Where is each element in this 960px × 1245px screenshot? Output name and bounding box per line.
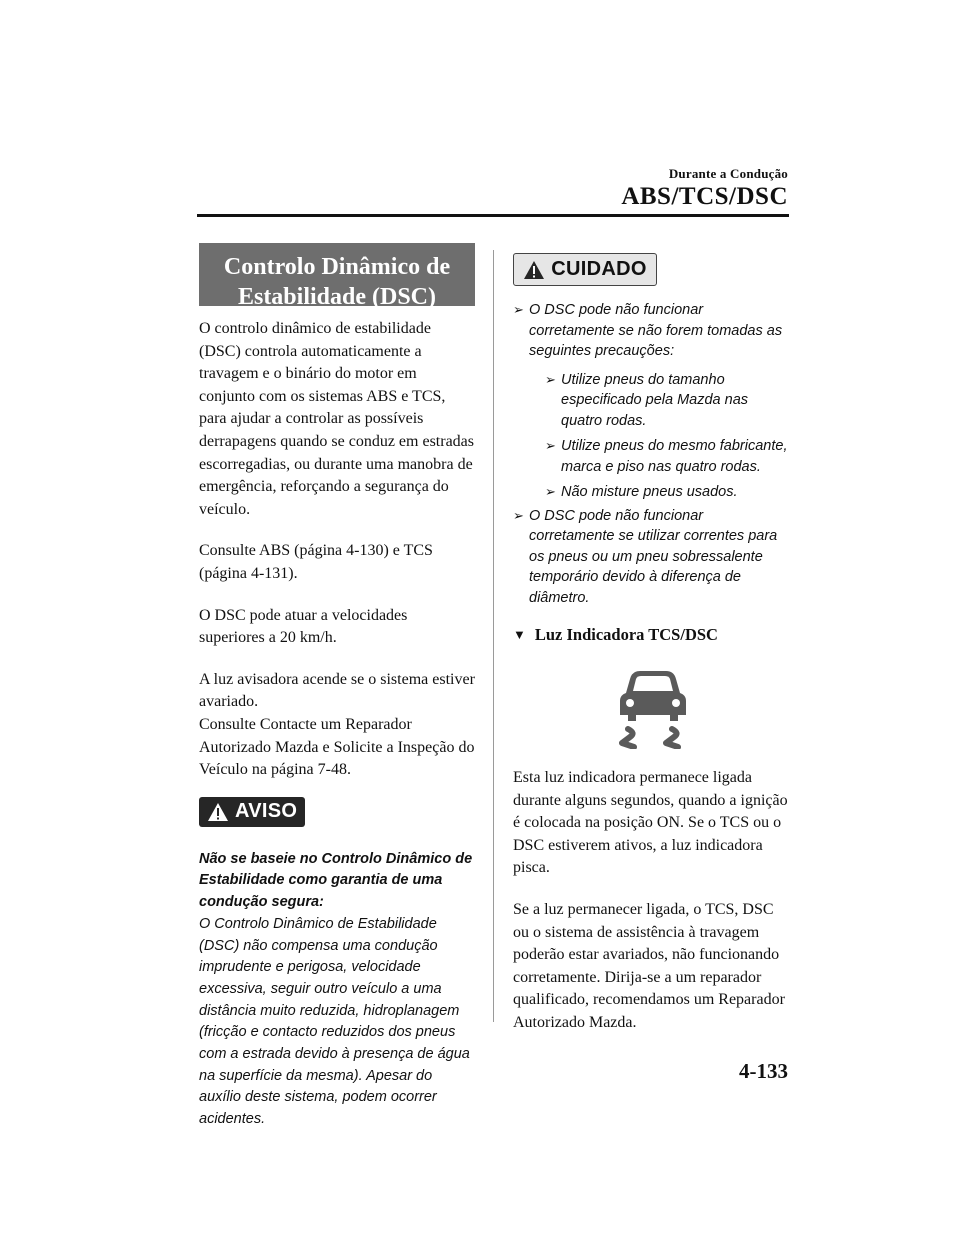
list-item (545, 370, 791, 432)
chapter-header: Durante a Condução (668, 166, 788, 181)
list-item (545, 482, 791, 503)
warning-triangle-icon (207, 802, 229, 822)
arrow-bullet-icon: ➢ (513, 302, 524, 317)
caution-item-text: O DSC pode não funcionar corretamente se não forem tomadas as seguintes precauções: (529, 302, 783, 359)
inspection-reference: Consulte Contacte um Reparador Autorizado Mazda e Solicite a Inspeção do Veículo na página 7-48. (199, 715, 475, 779)
caution-list (513, 300, 791, 608)
section-title-line2: Estabilidade (DSC) (237, 284, 437, 310)
arrow-bullet-icon: ➢ (545, 371, 556, 387)
arrow-bullet-icon: ➢ (513, 507, 524, 523)
section-header: ABS/TCS/DSC (621, 183, 788, 210)
right-column (513, 253, 791, 1054)
indicator-figure (513, 667, 791, 749)
triangle-down-icon: ▼ (513, 627, 526, 642)
caution-subitem-text: Utilize pneus do tamanho especificado pela Mazda nas quatro rodas. (561, 371, 749, 429)
dsc-speed-note: O DSC pode atuar a velocidades superiores a 20 km/h. (199, 606, 408, 647)
aviso-heading: Não se baseie no Controlo Dinâmico de Estabilidade como garantia de uma condução segura: (199, 850, 473, 911)
caution-subitem-text: Utilize pneus do mesmo fabricante, marca e piso nas quatro rodas. (561, 438, 788, 475)
tcs-dsc-indicator-icon (614, 667, 692, 749)
warning-triangle-icon (523, 260, 545, 280)
caution-subitem-text: Não misture pneus usados. (561, 484, 738, 500)
column-divider (493, 250, 494, 1022)
list-item (513, 300, 791, 503)
list-item (513, 506, 791, 609)
page-number: 4-133 (739, 1059, 788, 1083)
malfunction-note: Se a luz permanecer ligada, o TCS, DSC ou o sistema de assistência à travagem poderão estar avariados, não funcionando corretamente. Dirija-se a um reparador qualificado, recomendamos um Reparador Autorizado Mazda. (513, 900, 785, 1031)
dsc-description: O controlo dinâmico de estabilidade (DSC) controla automaticamente a travagem e o binário do motor em conjunto com os sistemas ABS e TCS, para ajudar a controlar as possíveis derrapagens quando se conduz em estradas escorregadias, ou durante uma manobra de emergência, reforçando a segurança do veículo. (199, 320, 474, 518)
arrow-bullet-icon: ➢ (545, 438, 556, 453)
header-rule (197, 214, 789, 217)
indicator-title: Luz Indicadora TCS/DSC (534, 625, 718, 644)
caution-item-text: O DSC pode não funcionar corretamente se utilizar correntes para os pneus ou um pneu sobressalente temporário devido à diferença de diâmetro. (529, 507, 778, 606)
section-title-box (199, 243, 475, 310)
warning-light-note: A luz avisadora acende se o sistema estiver avariado. (199, 670, 475, 711)
aviso-text: O Controlo Dinâmico de Estabilidade (DSC) não compensa uma condução imprudente e perigosa, velocidade excessiva, seguir outro veículo a uma distância muito reduzida, hidroplanagem (fricção e contacto reduzidos dos pneus com a estrada devido à presença de água na superfície da mesma). Apesar do auxílio deste sistema, podem ocorrer acidentes. (199, 915, 470, 1128)
cuidado-label: CUIDADO (551, 258, 647, 280)
aviso-label: AVISO (235, 800, 298, 823)
abs-tcs-reference: Consulte ABS (página 4-130) e TCS (página 4-131). (199, 542, 433, 582)
list-item (545, 436, 791, 477)
cuidado-badge (513, 253, 657, 286)
aviso-badge (199, 797, 302, 827)
arrow-bullet-icon: ➢ (545, 484, 556, 499)
indicator-description: Esta luz indicadora permanece ligada durante alguns segundos, quando a ignição é colocada na posição ON. Se o TCS ou o DSC estiverem ativos, a luz indicadora pisca. (513, 769, 788, 877)
caution-sublist (545, 370, 791, 503)
indicator-subheading (513, 625, 791, 645)
left-column (199, 243, 475, 1131)
section-title-line1: Controlo Dinâmico de (223, 254, 451, 280)
